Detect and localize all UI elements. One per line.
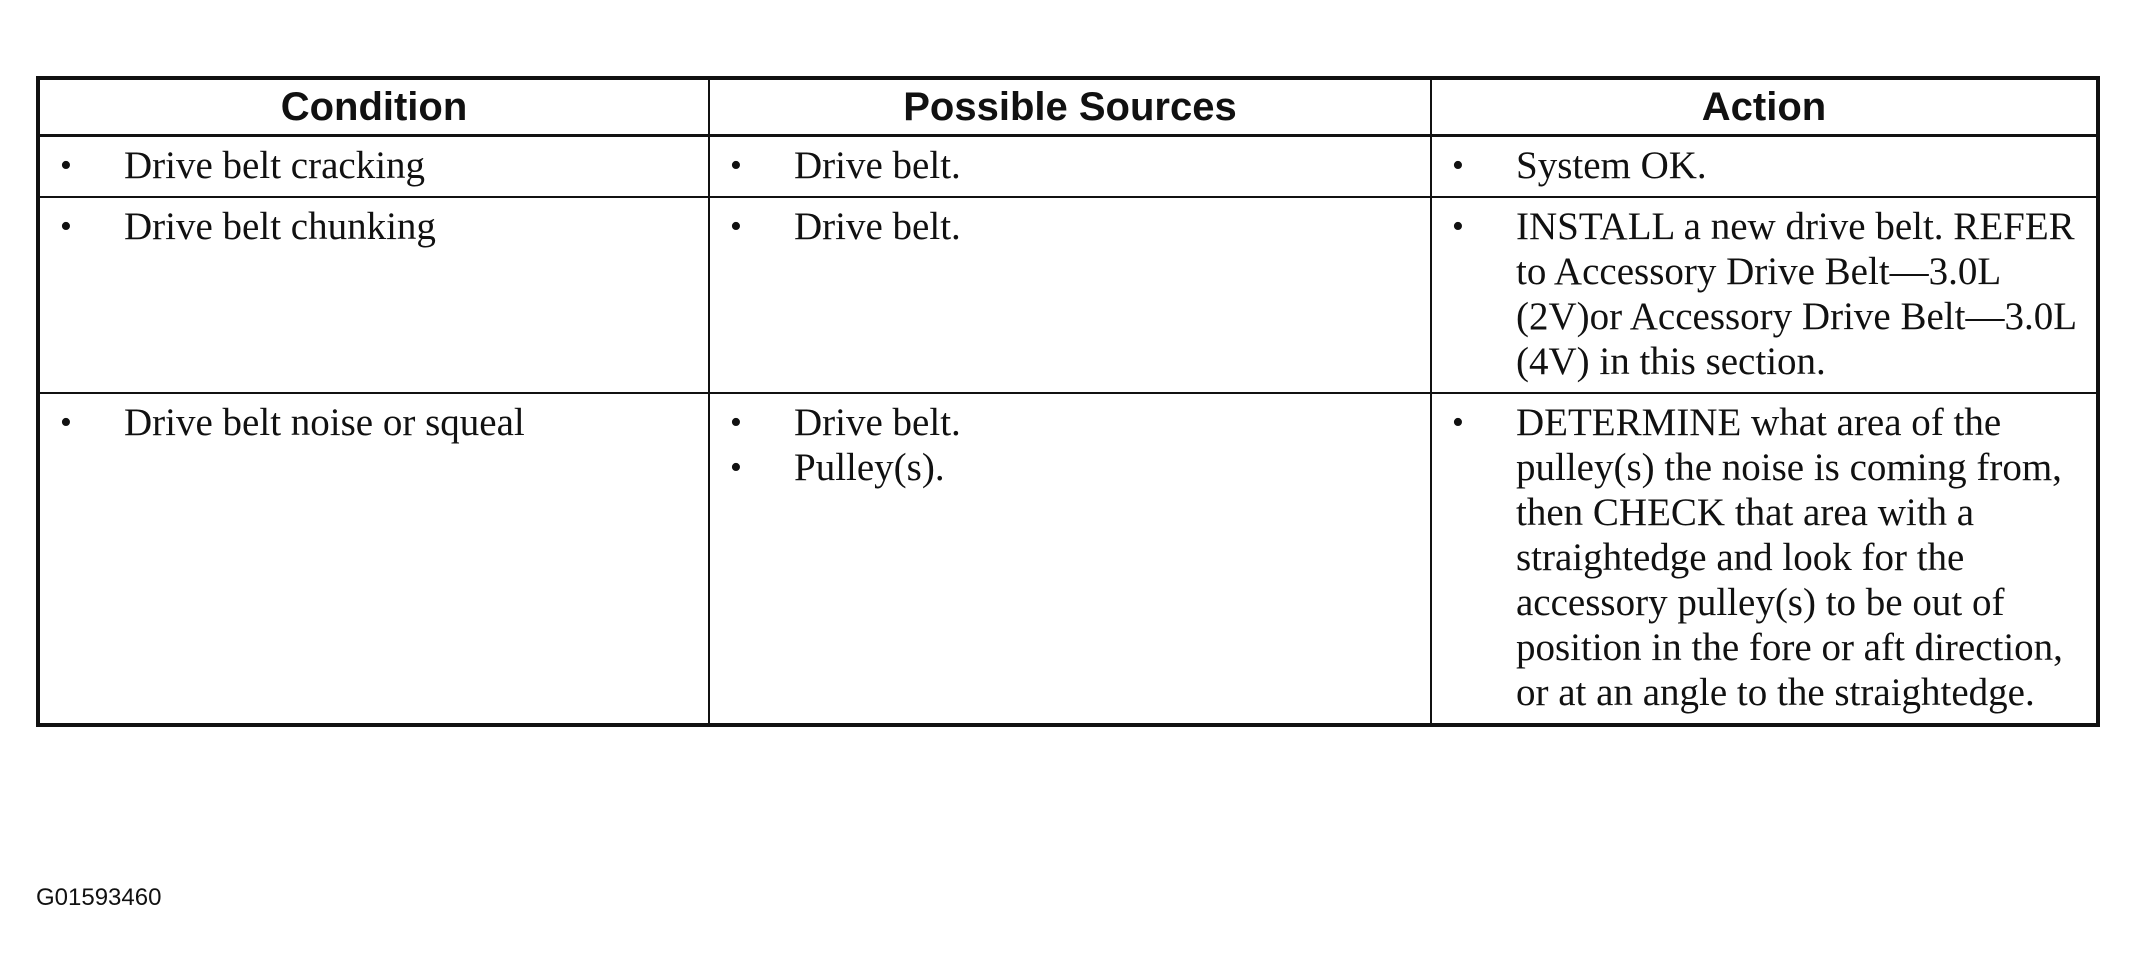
diagnosis-table	[36, 76, 2100, 727]
source-text: Drive belt.	[794, 144, 961, 187]
bullet-icon: •	[60, 208, 72, 245]
header-possible-sources: Possible Sources	[709, 78, 1431, 136]
bullet-icon: •	[730, 147, 742, 184]
source-text: Pulley(s).	[794, 446, 945, 489]
sources-cell	[709, 197, 1431, 393]
bullet-icon: •	[60, 404, 72, 441]
header-condition: Condition	[38, 78, 709, 136]
list-item	[722, 400, 1420, 445]
action-text: INSTALL a new drive belt. REFER to Accessory Drive Belt—3.0L (2V)or Accessory Drive Belt—3.0L (4V) in this section.	[1516, 205, 2076, 383]
list-item	[52, 143, 698, 188]
list-item	[1444, 400, 2086, 715]
bullet-icon: •	[1452, 404, 1464, 441]
sources-cell	[709, 393, 1431, 725]
table-row	[38, 393, 2098, 725]
bullet-icon: •	[1452, 147, 1464, 184]
table-header-row	[38, 78, 2098, 136]
list-item	[722, 143, 1420, 188]
list-item	[1444, 204, 2086, 384]
bullet-icon: •	[730, 449, 742, 486]
condition-text: Drive belt chunking	[124, 205, 436, 248]
source-text: Drive belt.	[794, 205, 961, 248]
bullet-icon: •	[730, 208, 742, 245]
figure-id: G01593460	[36, 884, 162, 911]
list-item	[52, 400, 698, 445]
action-text: System OK.	[1516, 144, 1707, 187]
source-text: Drive belt.	[794, 401, 961, 444]
sources-cell	[709, 136, 1431, 198]
header-action: Action	[1431, 78, 2098, 136]
condition-cell	[38, 197, 709, 393]
table-row	[38, 136, 2098, 198]
bullet-icon: •	[60, 147, 72, 184]
condition-text: Drive belt noise or squeal	[124, 401, 525, 444]
condition-cell	[38, 393, 709, 725]
list-item	[52, 204, 698, 249]
action-cell	[1431, 393, 2098, 725]
condition-text: Drive belt cracking	[124, 144, 426, 187]
bullet-icon: •	[730, 404, 742, 441]
list-item	[722, 445, 1420, 490]
action-cell	[1431, 136, 2098, 198]
action-text: DETERMINE what area of the pulley(s) the noise is coming from, then CHECK that area with a straightedge and look for the accessory pulley(s) to be out of position in the fore or aft direction, or at an angle to the straightedge.	[1516, 401, 2063, 714]
list-item	[722, 204, 1420, 249]
condition-cell	[38, 136, 709, 198]
table-row	[38, 197, 2098, 393]
diagnosis-table-container	[36, 76, 2096, 727]
action-cell	[1431, 197, 2098, 393]
list-item	[1444, 143, 2086, 188]
bullet-icon: •	[1452, 208, 1464, 245]
